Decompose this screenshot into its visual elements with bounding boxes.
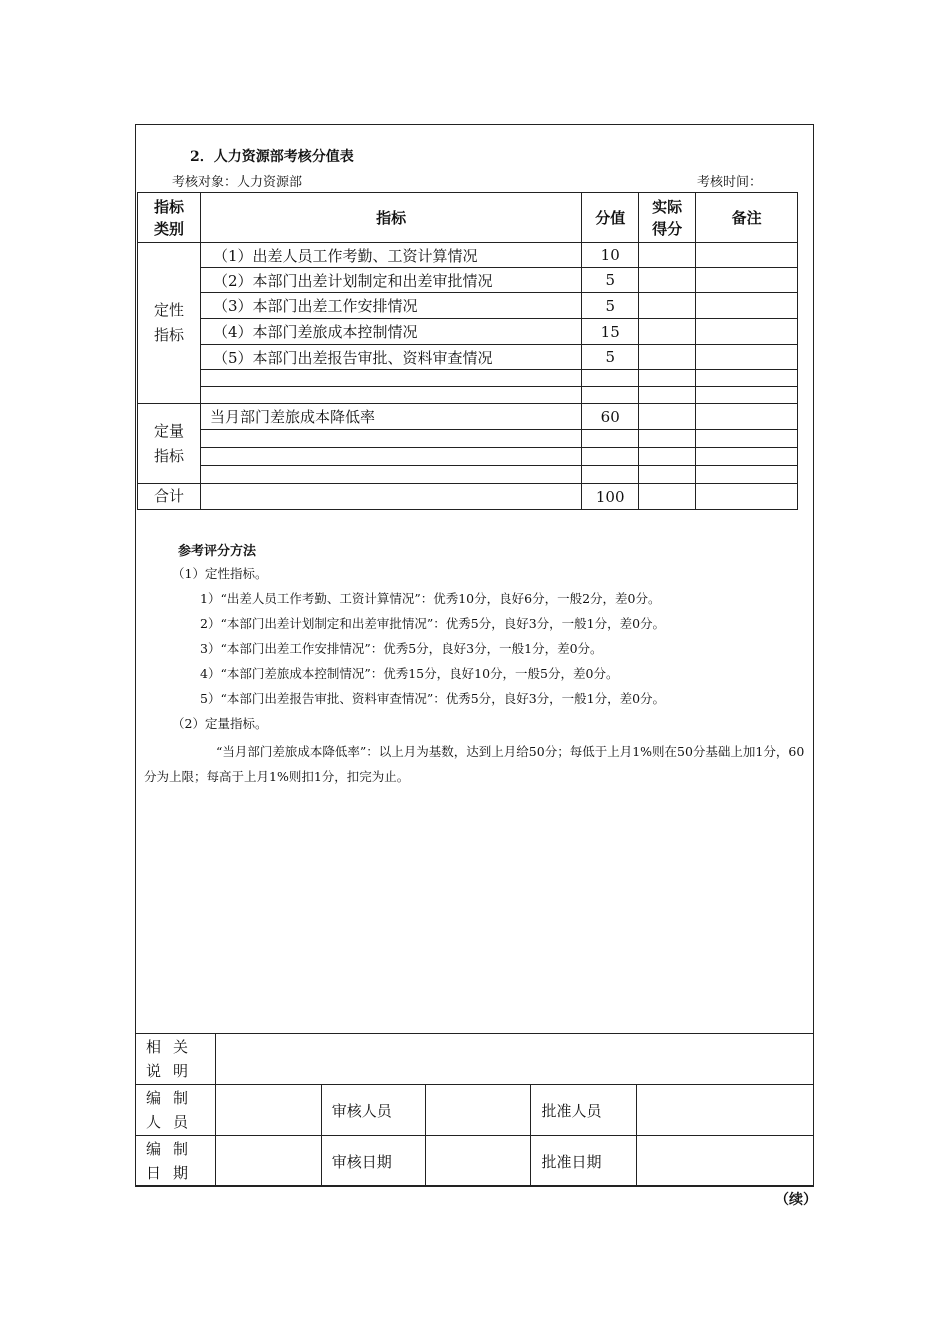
- quantitative-heading: （2）定量指标。: [172, 716, 268, 731]
- actual-cell: [639, 484, 696, 510]
- indicator-cell: [200, 430, 581, 448]
- total-row: [138, 484, 798, 510]
- date-row: [136, 1136, 814, 1187]
- approver-value: [637, 1085, 814, 1136]
- signoff-table: [135, 1033, 814, 1187]
- table-row: [138, 345, 798, 370]
- table-row: [138, 370, 798, 387]
- indicator-cell: [200, 484, 581, 510]
- actual-cell: [639, 370, 696, 387]
- score-cell: [582, 448, 639, 466]
- quantitative-rule: “当月部门差旅成本降低率”：以上月为基数，达到上月给50分；每低于上月1%则在50分基础上加1分，60分为上限；每高于上月1%则扣1分，扣完为止。: [144, 744, 805, 784]
- remark-cell: [696, 466, 798, 484]
- indicator-cell: （3）本部门出差工作安排情况: [200, 293, 581, 319]
- compiler-value: [215, 1085, 321, 1136]
- header-category: 指标类别: [138, 193, 201, 243]
- indicator-cell: [200, 448, 581, 466]
- table-row: [138, 319, 798, 345]
- remark-cell: [696, 268, 798, 293]
- scoring-rule: 1）“出差人员工作考勤、工资计算情况”：优秀10分，良好6分，一般2分，差0分。: [200, 591, 661, 606]
- actual-cell: [639, 404, 696, 430]
- indicator-cell: （5）本部门出差报告审批、资料审查情况: [200, 345, 581, 370]
- remark-cell: [696, 448, 798, 466]
- score-cell: [582, 387, 639, 404]
- remark-cell: [696, 345, 798, 370]
- section-title: 2．人力资源部考核分值表: [190, 149, 354, 165]
- scoring-rule: 4）“本部门差旅成本控制情况”：优秀15分，良好10分，一般5分，差0分。: [200, 666, 619, 681]
- continued-mark: （续）: [775, 1192, 817, 1208]
- header-score: 分值: [582, 193, 639, 243]
- remark-cell: [696, 484, 798, 510]
- indicator-cell: （2）本部门出差计划制定和出差审批情况: [200, 268, 581, 293]
- score-cell: 15: [582, 319, 639, 345]
- actual-cell: [639, 293, 696, 319]
- header-remark: 备注: [696, 193, 798, 243]
- remark-cell: [696, 404, 798, 430]
- actual-cell: [639, 448, 696, 466]
- header-row: [138, 193, 798, 243]
- remark-cell: [696, 430, 798, 448]
- assess-object: 考核对象：人力资源部: [172, 175, 303, 190]
- review-date-value: [425, 1136, 531, 1187]
- table-row: [138, 387, 798, 404]
- qualitative-heading: （1）定性指标。: [172, 566, 268, 581]
- actual-cell: [639, 268, 696, 293]
- indicator-cell: 当月部门差旅成本降低率: [200, 404, 581, 430]
- actual-cell: [639, 466, 696, 484]
- approve-date-label: 批准日期: [531, 1136, 637, 1187]
- related-notes-row: [136, 1034, 814, 1085]
- score-cell: 5: [582, 345, 639, 370]
- header-actual: 实际得分: [639, 193, 696, 243]
- table-row: [138, 466, 798, 484]
- table-row: [138, 404, 798, 430]
- actual-cell: [639, 243, 696, 268]
- indicator-cell: [200, 466, 581, 484]
- indicator-cell: （4）本部门差旅成本控制情况: [200, 319, 581, 345]
- header-indicator: 指标: [200, 193, 581, 243]
- table-row: [138, 243, 798, 268]
- table-row: [138, 448, 798, 466]
- compile-date-label: 编制日期: [136, 1136, 216, 1187]
- indicator-cell: [200, 370, 581, 387]
- compiler-label: 编制人员: [136, 1085, 216, 1136]
- score-cell: [582, 370, 639, 387]
- assess-time: 考核时间：: [697, 175, 763, 190]
- total-score: 100: [582, 484, 639, 510]
- related-notes-label: 相关说明: [136, 1034, 216, 1085]
- table-row: [138, 268, 798, 293]
- reviewer-value: [425, 1085, 531, 1136]
- indicator-cell: [200, 387, 581, 404]
- remark-cell: [696, 370, 798, 387]
- approve-date-value: [637, 1136, 814, 1187]
- reviewer-label: 审核人员: [321, 1085, 425, 1136]
- actual-cell: [639, 430, 696, 448]
- score-cell: 60: [582, 404, 639, 430]
- score-table: [137, 192, 798, 510]
- score-cell: 5: [582, 268, 639, 293]
- review-date-label: 审核日期: [321, 1136, 425, 1187]
- personnel-row: [136, 1085, 814, 1136]
- score-cell: 10: [582, 243, 639, 268]
- score-cell: 5: [582, 293, 639, 319]
- related-notes-value: [215, 1034, 813, 1085]
- quantitative-label: 定量指标: [138, 404, 201, 484]
- actual-cell: [639, 319, 696, 345]
- remark-cell: [696, 319, 798, 345]
- remark-cell: [696, 387, 798, 404]
- qualitative-label: 定性指标: [138, 243, 201, 404]
- remark-cell: [696, 293, 798, 319]
- indicator-cell: （1）出差人员工作考勤、工资计算情况: [200, 243, 581, 268]
- remark-cell: [696, 243, 798, 268]
- actual-cell: [639, 345, 696, 370]
- scoring-rule: 5）“本部门出差报告审批、资料审查情况”：优秀5分，良好3分，一般1分，差0分。: [200, 691, 666, 706]
- scoring-rule: 2）“本部门出差计划制定和出差审批情况”：优秀5分，良好3分，一般1分，差0分。: [200, 616, 666, 631]
- total-label: 合计: [138, 484, 201, 510]
- scoring-rule: 3）“本部门出差工作安排情况”：优秀5分，良好3分，一般1分，差0分。: [200, 641, 603, 656]
- approver-label: 批准人员: [531, 1085, 637, 1136]
- actual-cell: [639, 387, 696, 404]
- table-row: [138, 430, 798, 448]
- table-row: [138, 293, 798, 319]
- notes-title: 参考评分方法: [178, 544, 257, 559]
- compile-date-value: [215, 1136, 321, 1187]
- score-cell: [582, 430, 639, 448]
- score-cell: [582, 466, 639, 484]
